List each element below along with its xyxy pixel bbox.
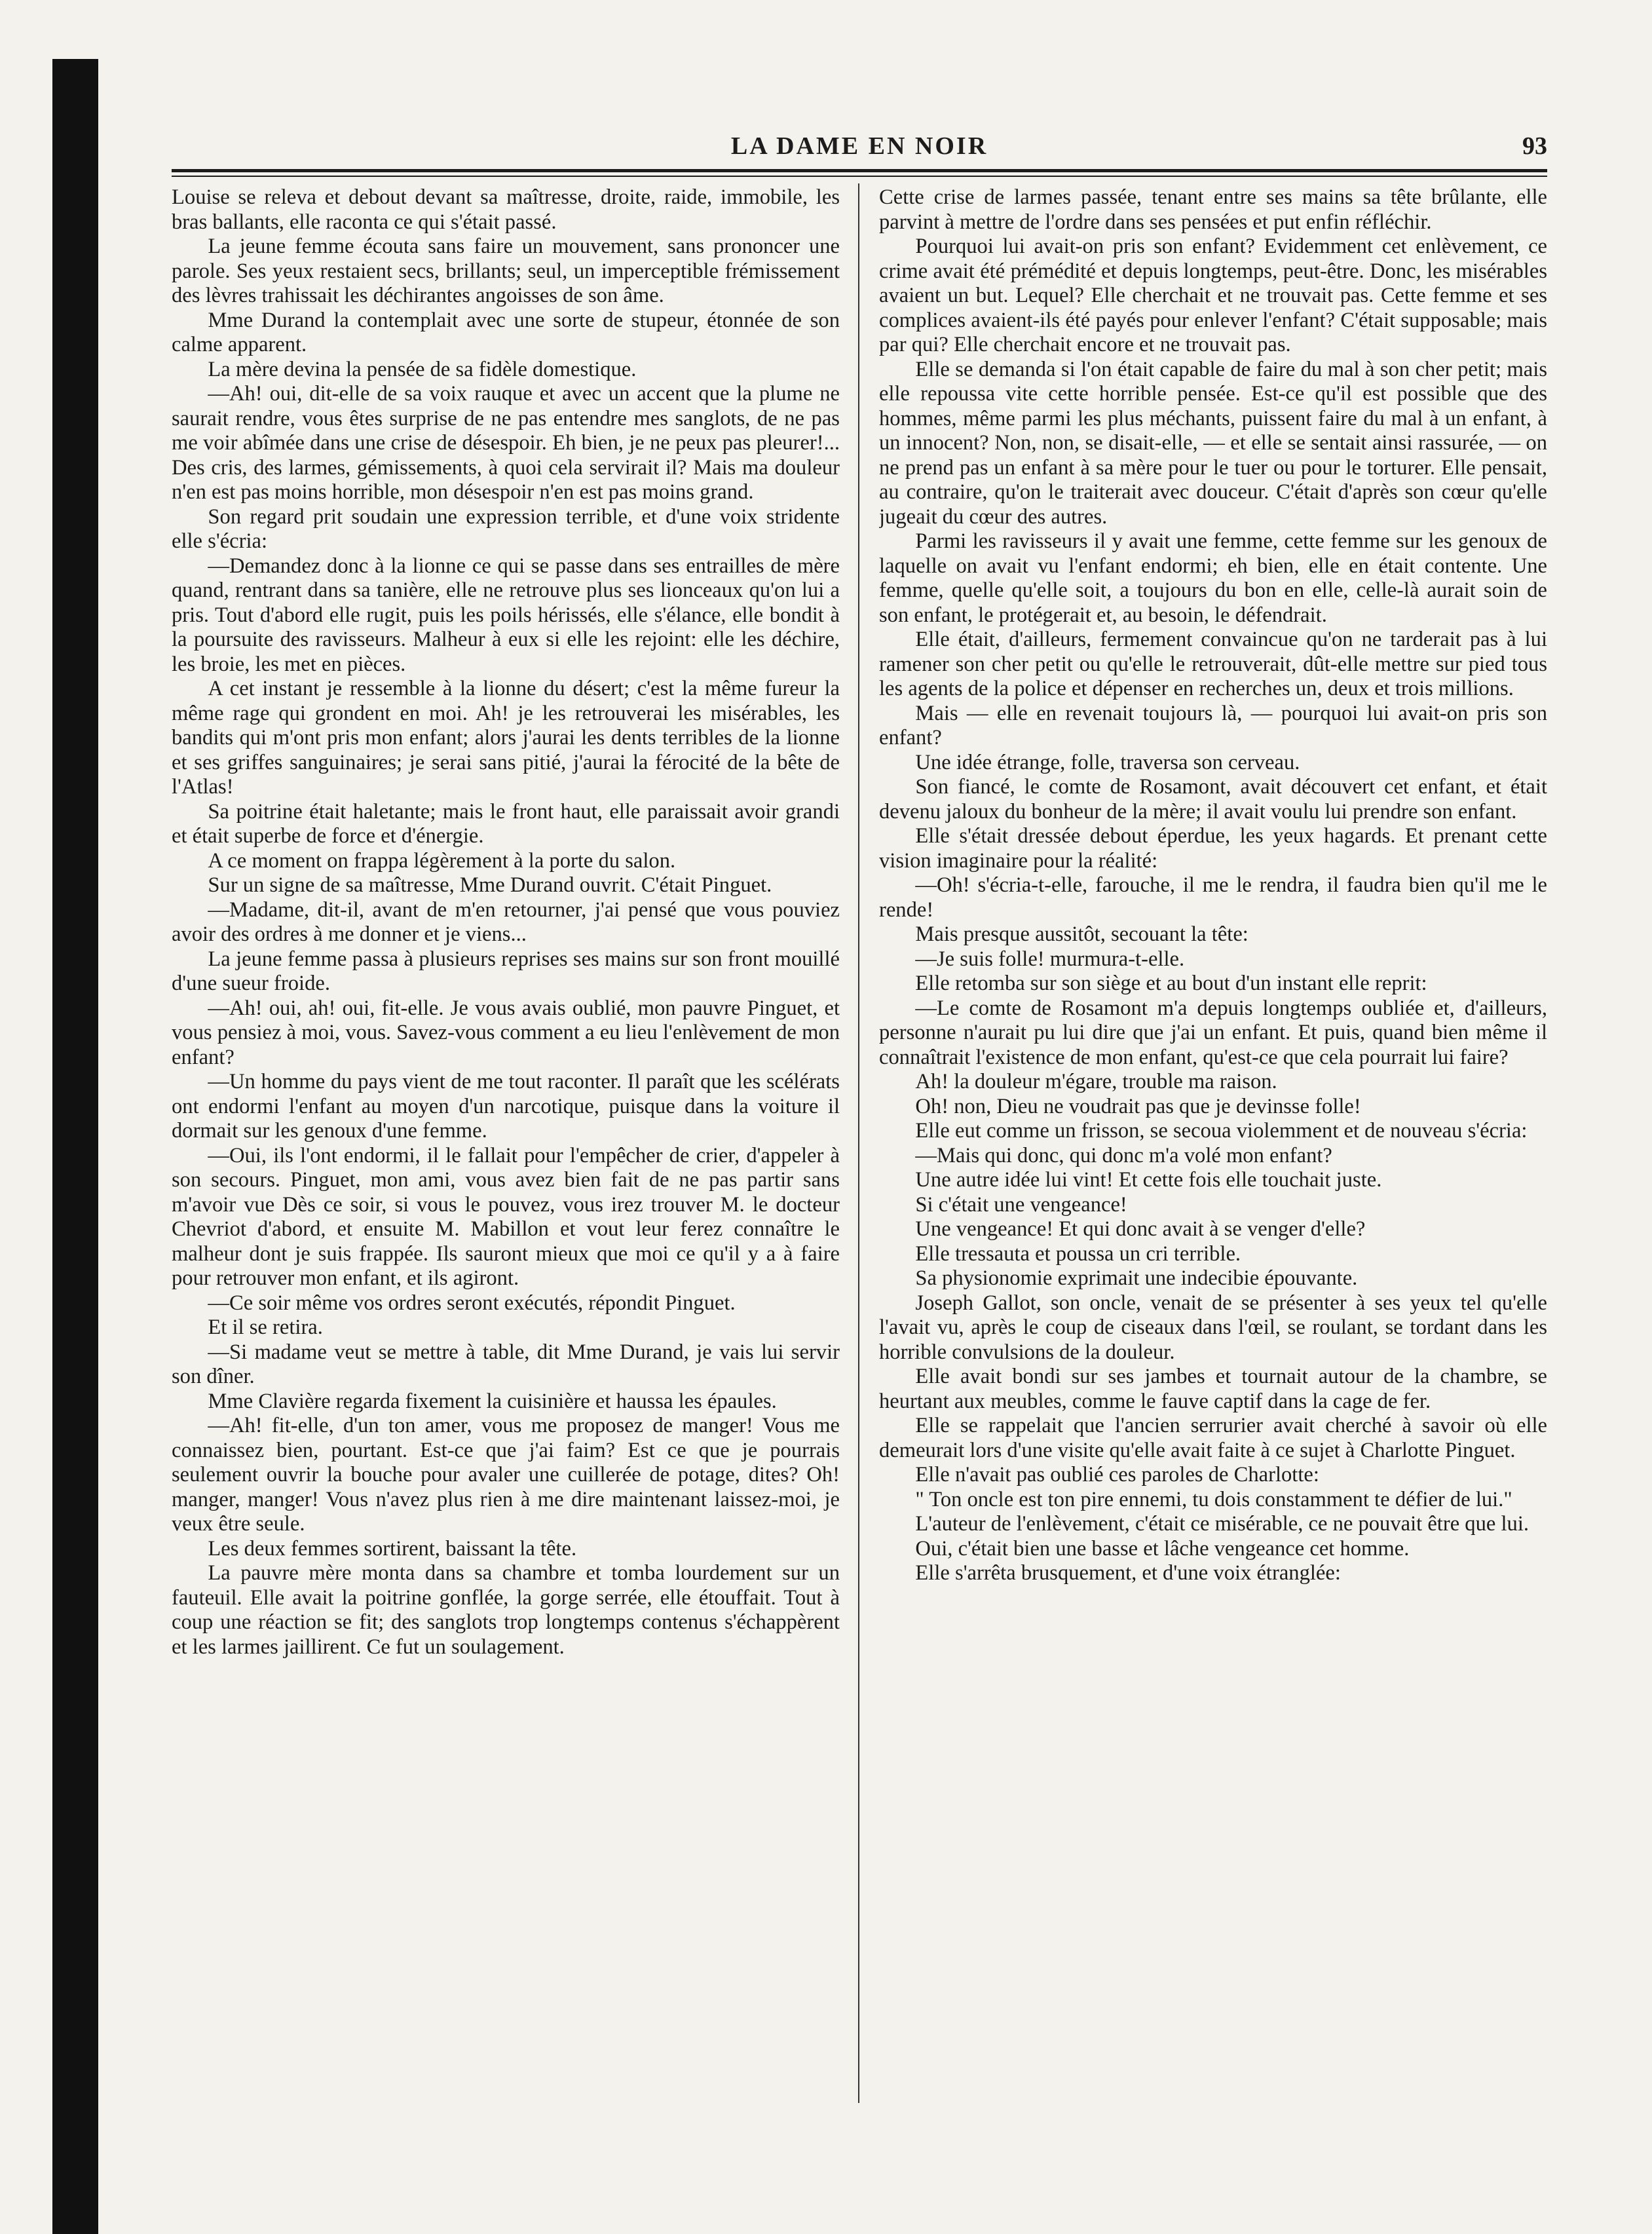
paragraph: —Le comte de Rosamont m'a depuis longtemps oubliée et, d'ailleurs, personne n'aurait pu lui dire que j'ai un enfant. Et puis, quand bien même il connaîtrait l'existence de mon enfant, qu'est-ce que cela pourrait lui faire? bbox=[879, 996, 1547, 1069]
page-header bbox=[172, 130, 1547, 162]
paragraph: Parmi les ravisseurs il y avait une femme, cette femme sur les genoux de laquelle on avait vu l'enfant endormi; eh bien, elle en était contente. Une femme, quelle qu'elle soit, a toujours du bon en elle, celle-là aurait soin de son enfant, le protégerait et, au besoin, le défendrait. bbox=[879, 529, 1547, 627]
paragraph: A ce moment on frappa légèrement à la porte du salon. bbox=[208, 848, 676, 873]
paragraph: Une autre idée lui vint! Et cette fois elle touchait juste. bbox=[915, 1168, 1382, 1192]
page-number: 93 bbox=[1522, 132, 1547, 160]
paragraph: Elle eut comme un frisson, se secoua violemment et de nouveau s'écria: bbox=[915, 1119, 1528, 1143]
paragraph: Mais — elle en revenait toujours là, — pourquoi lui avait-on pris son enfant? bbox=[879, 701, 1547, 749]
paragraph: La pauvre mère monta dans sa chambre et tomba lourdement sur un fauteuil. Elle avait la poitrine gonflée, la gorge serrée, elle étouffait. Tout à coup une réaction se fit; des sanglots trop longtemps contenus s'échappèrent et les larmes jaillirent. Ce fut un soulagement. bbox=[172, 1561, 840, 1659]
paragraph: —Oh! s'écria-t-elle, farouche, il me le rendra, il faudra bien qu'il me le rende! bbox=[879, 873, 1547, 922]
binding-shadow bbox=[52, 59, 98, 2234]
paragraph: Son fiancé, le comte de Rosamont, avait découvert cet enfant, et était devenu jaloux du bonheur de la mère; il avait voulu lui prendre son enfant. bbox=[879, 775, 1547, 824]
paragraph: Si c'était une vengeance! bbox=[915, 1192, 1127, 1217]
paragraph: Cette crise de larmes passée, tenant entre ses mains sa tête brûlante, elle parvint à mettre de l'ordre dans ses pensées et put enfin réfléchir. bbox=[879, 185, 1547, 234]
header-rule-thin bbox=[172, 176, 1547, 177]
paragraph: Joseph Gallot, son oncle, venait de se présenter à ses yeux tel qu'elle l'avait vu, après le coup de ciseaux dans l'œil, se roulant, se tordant dans les horrible convulsions de la douleur. bbox=[879, 1291, 1547, 1364]
paragraph: —Mais qui donc, qui donc m'a volé mon enfant? bbox=[915, 1143, 1332, 1167]
paragraph: Pourquoi lui avait-on pris son enfant? Evidemment cet enlèvement, ce crime avait été prémédité et depuis longtemps, peut-être. Donc, les misérables avaient un but. Lequel? Elle cherchait et ne trouvait pas. Cette femme et ses complices avaient-ils été payés pour enlever l'enfant? C'était supposable; mais par qui? Elle cherchait encore et ne trouvait pas. bbox=[879, 235, 1547, 356]
paragraph: —Demandez donc à la lionne ce qui se passe dans ses entrailles de mère quand, rentrant dans sa tanière, elle ne retrouve plus ses lionceaux qu'on lui a pris. Tout d'abord elle rugit, puis les poils hérissés, elle s'élance, elle bondit à la poursuite des ravisseurs. Malheur à eux si elle les rejoint: elle les déchire, les broie, les met en pièces. bbox=[172, 554, 840, 676]
paragraph: Elle s'était dressée debout éperdue, les yeux hagards. Et prenant cette vision imaginaire pour la réalité: bbox=[879, 824, 1547, 873]
paragraph: Elle se rappelait que l'ancien serrurier avait cherché à savoir où elle demeurait lors d'une visite qu'elle avait faite à ce sujet à Charlotte Pinguet. bbox=[879, 1414, 1547, 1462]
paragraph: —Je suis folle! murmura-t-elle. bbox=[915, 947, 1185, 971]
paragraph: Louise se releva et debout devant sa maîtresse, droite, raide, immobile, les bras ballants, elle raconta ce qui s'était passé. bbox=[172, 185, 840, 234]
paragraph: Les deux femmes sortirent, baissant la tête. bbox=[208, 1536, 577, 1561]
paragraph: L'auteur de l'enlèvement, c'était ce misérable, ce ne pouvait être que lui. bbox=[915, 1512, 1530, 1536]
paragraph: Mais presque aussitôt, secouant la tête: bbox=[915, 922, 1248, 946]
paragraph: —Ah! oui, ah! oui, fit-elle. Je vous avais oublié, mon pauvre Pinguet, et vous pensiez à moi, vous. Savez-vous comment a eu lieu l'enlèvement de mon enfant? bbox=[172, 996, 840, 1069]
paragraph: Son regard prit soudain une expression terrible, et d'une voix stridente elle s'écria: bbox=[172, 504, 840, 553]
header-rule-thick bbox=[172, 169, 1547, 172]
paragraph: —Ah! oui, dit-elle de sa voix rauque et avec un accent que la plume ne saurait rendre, vous êtes surprise de ne pas entendre mes sanglots, de ne pas me voir abîmée dans une crise de désespoir. Eh bien, je ne peux pas pleurer!... Des cris, des larmes, gémissements, à quoi cela servirait il? Mais ma douleur n'en est pas moins horrible, mon désespoir n'en est pas moins grand. bbox=[172, 382, 840, 504]
paragraph: Elle n'avait pas oublié ces paroles de Charlotte: bbox=[915, 1463, 1319, 1486]
paragraph: A cet instant je ressemble à la lionne du désert; c'est la même fureur la même rage qui grondent en moi. Ah! je les retrouverai les misérables, les bandits qui m'ont pris mon enfant; alors j'aurai les dents terribles de la lionne et ses griffes sanguinaires; je serai sans pitié, j'aurai la férocité de la bête de l'Atlas! bbox=[172, 677, 840, 799]
paragraph: Elle avait bondi sur ses jambes et tournait autour de la chambre, se heurtant aux meubles, comme le fauve captif dans la cage de fer. bbox=[879, 1365, 1547, 1413]
paragraph: La jeune femme passa à plusieurs reprises ses mains sur son front mouillé d'une sueur froide. bbox=[172, 947, 840, 995]
paragraph: —Si madame veut se mettre à table, dit Mme Durand, je vais lui servir son dîner. bbox=[172, 1340, 840, 1388]
paragraph: —Ce soir même vos ordres seront exécutés, répondit Pinguet. bbox=[208, 1291, 736, 1315]
paragraph: Sa poitrine était haletante; mais le front haut, elle paraissait avoir grandi et était superbe de force et d'énergie. bbox=[172, 799, 840, 848]
running-title: LA DAME EN NOIR bbox=[730, 132, 988, 160]
paragraph: —Madame, dit-il, avant de m'en retourner, j'ai pensé que vous pouviez avoir des ordres à me donner et je viens... bbox=[172, 898, 840, 946]
paragraph: Oui, c'était bien une basse et lâche vengeance cet homme. bbox=[915, 1536, 1410, 1561]
left-column bbox=[172, 185, 840, 2098]
paragraph: La jeune femme écouta sans faire un mouvement, sans prononcer une parole. Ses yeux restaient secs, brillants; seul, un imperceptible frémissement des lèvres trahissait les déchirantes angoisses de son âme. bbox=[172, 235, 840, 307]
paragraph: Une vengeance! Et qui donc avait à se venger d'elle? bbox=[915, 1217, 1366, 1241]
paragraph: Elle se demanda si l'on était capable de faire du mal à son cher petit; mais elle repoussa vite cette horrible pensée. Est-ce qu'il est possible que des hommes, même parmi les plus méchants, puissent faire du mal à un enfant, à un innocent? Non, non, se disait-elle, — et elle se sentait ainsi rassurée, — on ne prend pas un enfant à sa mère pour le tuer ou pour le torturer. Elle pensait, au contraire, qu'on le traiterait avec douceur. C'était d'après son cœur qu'elle jugeait du cœur des autres. bbox=[879, 357, 1547, 529]
scan-edge bbox=[0, 59, 108, 2234]
paragraph: Sur un signe de sa maîtresse, Mme Durand ouvrit. C'était Pinguet. bbox=[208, 873, 772, 897]
paragraph: —Ah! fit-elle, d'un ton amer, vous me proposez de manger! Vous me connaissez bien, pourtant. Est-ce que j'ai faim? Est ce que je pourrais seulement ouvrir la bouche pour avaler une cuillerée de potage, dites? Oh! manger, manger! Vous n'avez plus rien à me dire maintenant laissez-moi, je veux être seule. bbox=[172, 1414, 840, 1536]
right-column bbox=[879, 185, 1547, 2098]
paragraph: Mme Durand la contemplait avec une sorte de stupeur, étonnée de son calme apparent. bbox=[172, 308, 840, 356]
paragraph: Ah! la douleur m'égare, trouble ma raison. bbox=[915, 1070, 1277, 1093]
paragraph: La mère devina la pensée de sa fidèle domestique. bbox=[208, 357, 637, 381]
paragraph: Une idée étrange, folle, traversa son cerveau. bbox=[915, 750, 1300, 774]
paragraph: —Un homme du pays vient de me tout raconter. Il paraît que les scélérats ont endormi l'enfant au moyen d'un narcotique, puisque dans la voiture il dormait sur les genoux d'une femme. bbox=[172, 1070, 840, 1143]
paragraph: Elle retomba sur son siège et au bout d'un instant elle reprit: bbox=[915, 972, 1427, 995]
paragraph: Et il se retira. bbox=[208, 1316, 323, 1339]
paragraph: Elle tressauta et poussa un cri terrible. bbox=[915, 1241, 1241, 1266]
paragraph: " Ton oncle est ton pire ennemi, tu dois constamment te défier de lui." bbox=[915, 1487, 1512, 1511]
paragraph: Mme Clavière regarda fixement la cuisinière et haussa les épaules. bbox=[208, 1389, 777, 1413]
paragraph: Sa physionomie exprimait une indecibie épouvante. bbox=[915, 1266, 1358, 1290]
paragraph: —Oui, ils l'ont endormi, il le fallait pour l'empêcher de crier, d'appeler à son secours. Pinguet, mon ami, vous avez bien fait de ne pas partir sans m'avoir vue Dès ce soir, si vous le pouvez, vous irez trouver M. le docteur Chevriot d'abord, et ensuite M. Mabillon et vout leur ferez connaître le malheur dont je suis frappée. Ils sauront mieux que moi ce qu'il y a à faire pour retrouver mon enfant, et ils agiront. bbox=[172, 1143, 840, 1290]
paragraph: Oh! non, Dieu ne voudrait pas que je devinsse folle! bbox=[915, 1094, 1361, 1118]
paragraph: Elle s'arrêta brusquement, et d'une voix étranglée: bbox=[915, 1561, 1341, 1585]
paragraph: Elle était, d'ailleurs, fermement convaincue qu'on ne tarderait pas à lui ramener son cher petit ou qu'elle le retrouverait, dût-elle mettre sur pied tous les agents de la police et dépenser en recherches un, deux et trois millions. bbox=[879, 628, 1547, 700]
column-divider bbox=[858, 183, 859, 2103]
